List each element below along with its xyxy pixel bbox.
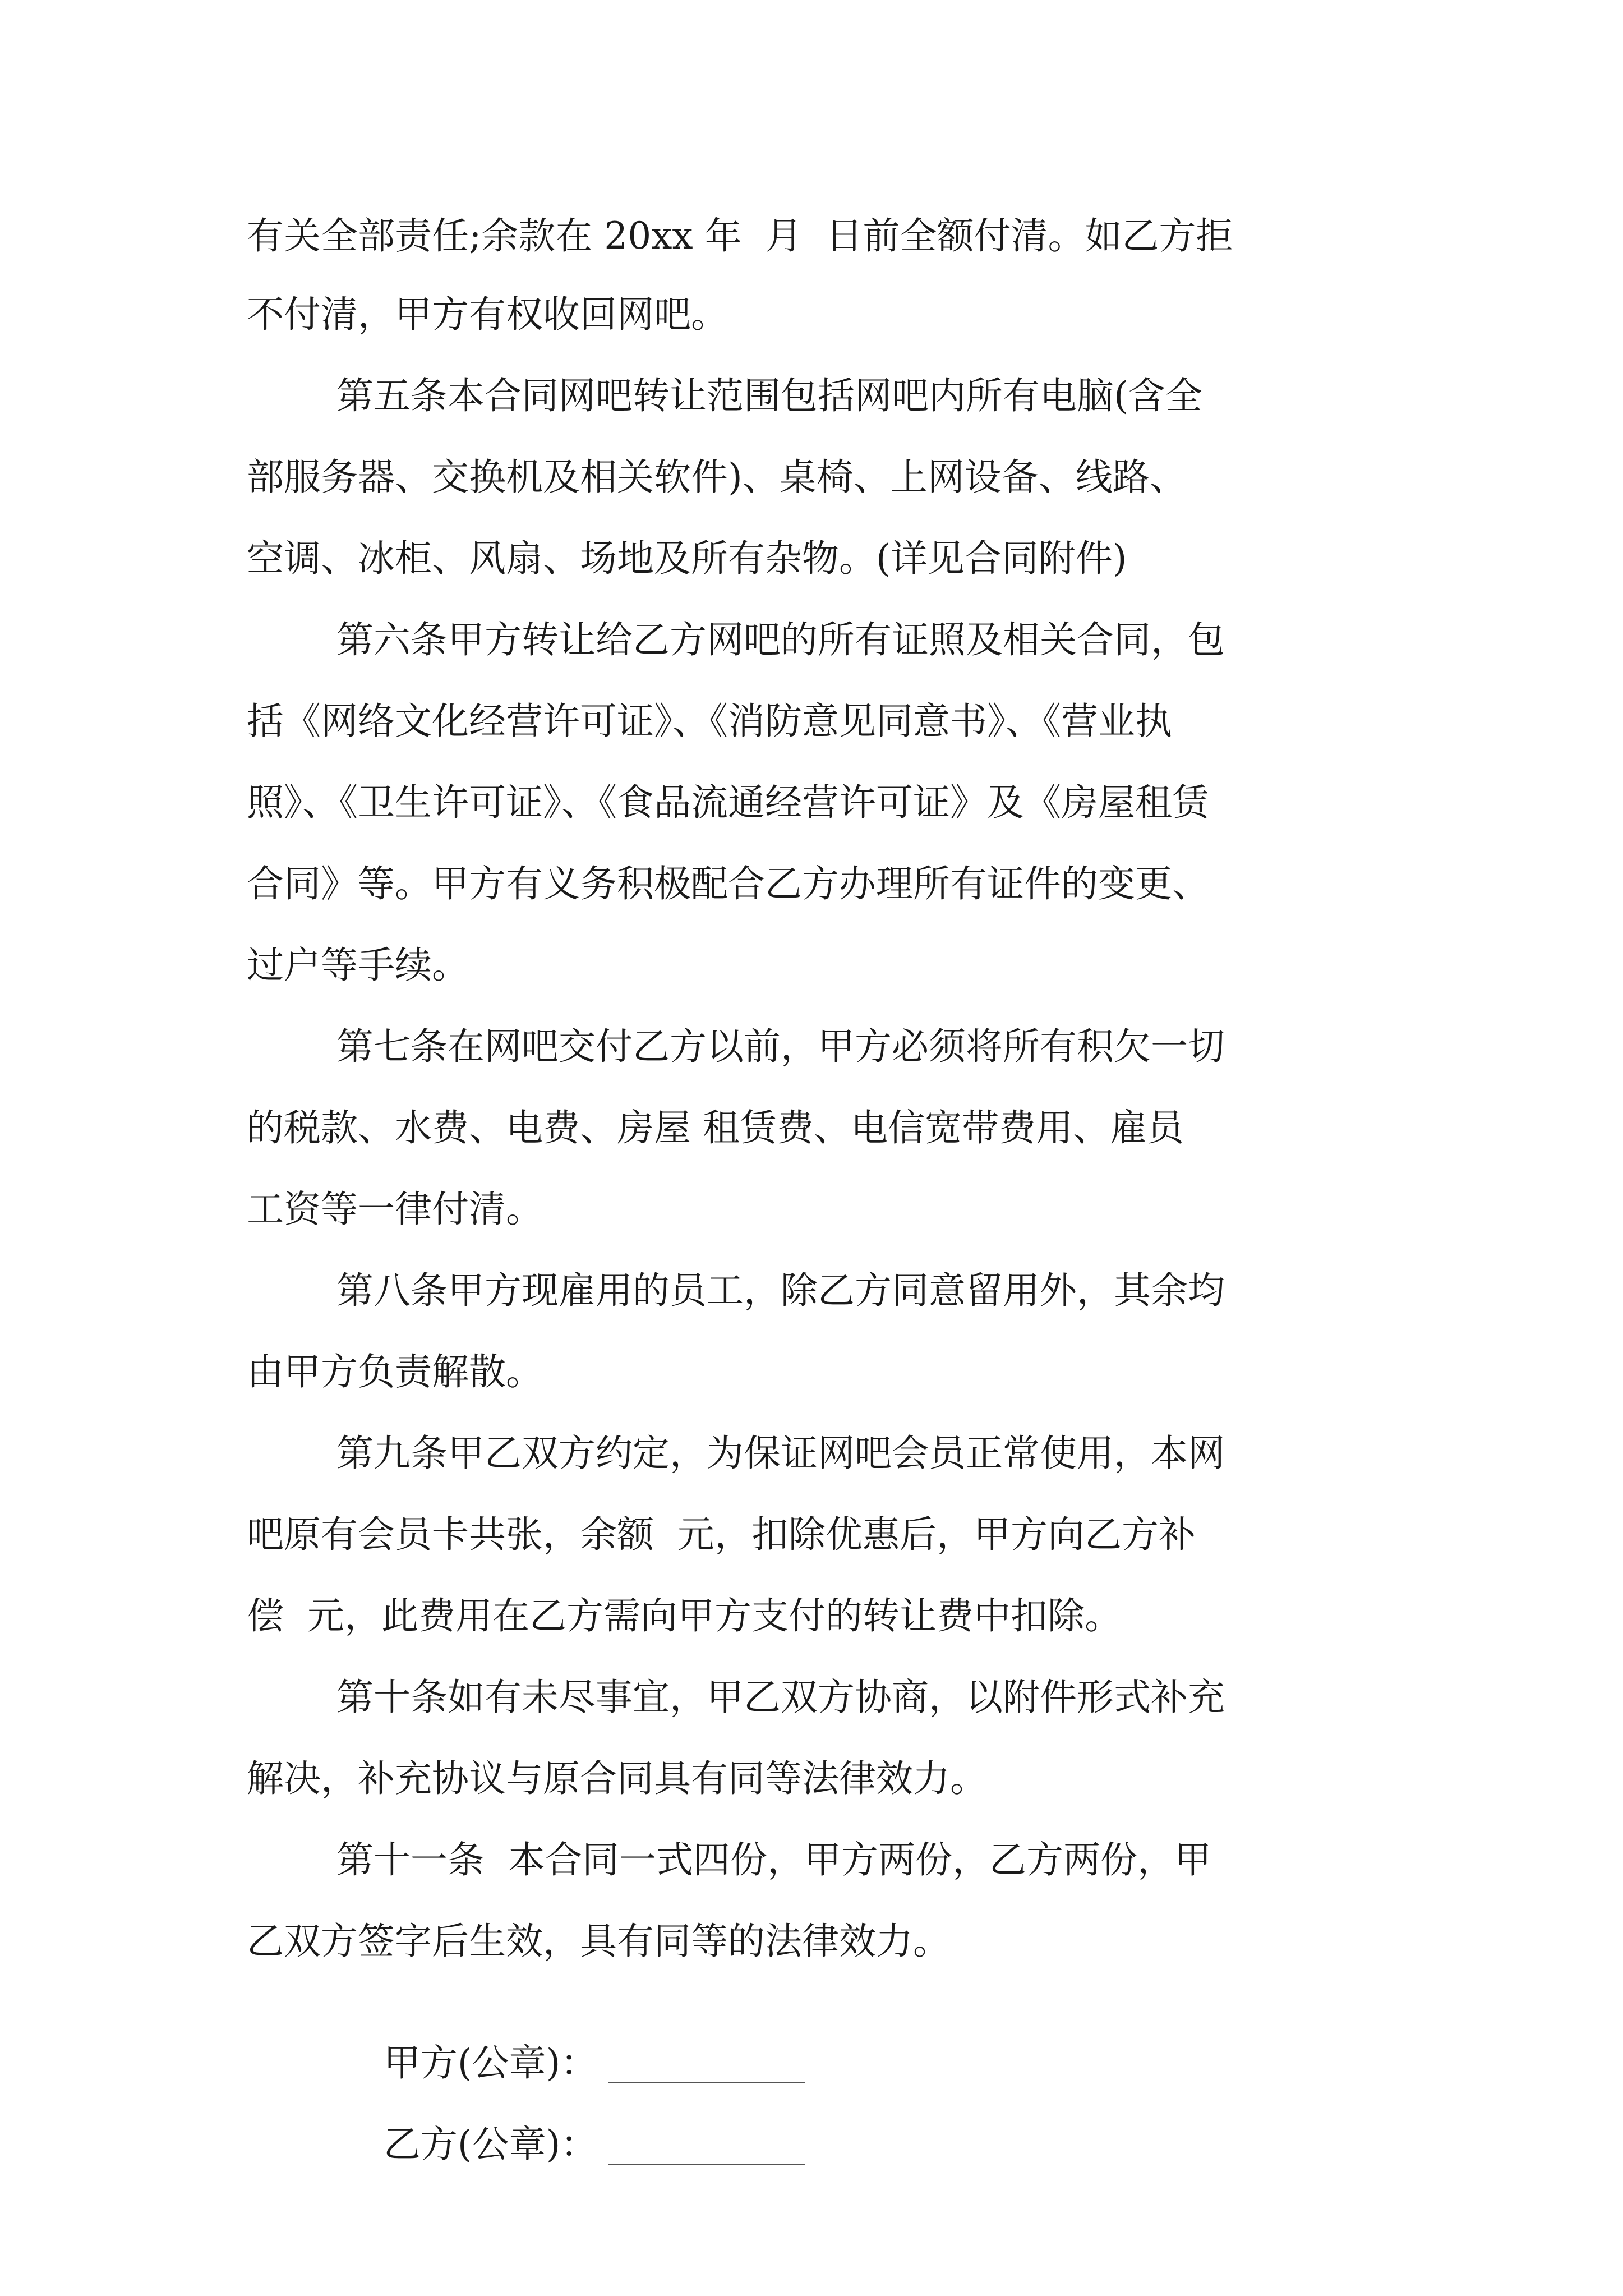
text-line: 吧原有会员卡共张，余额 元，扣除优惠后，甲方向乙方补 (247, 1513, 1196, 1556)
text-line: 部服务器、交换机及相关软件)、桌椅、上网设备、线路、 (247, 455, 1187, 499)
party-a-signature (247, 2003, 805, 2085)
text-line: 不付清，甲方有权收回网吧。 (247, 293, 728, 336)
article-9-line: 第九条甲乙双方约定，为保证网吧会员正常使用，本网 (336, 1432, 1225, 1475)
text-line: 乙双方签字后生效，具有同等的法律效力。 (247, 1920, 950, 1963)
article-10-line: 第十条如有未尽事宜，甲乙双方协商，以附件形式补充 (336, 1676, 1225, 1719)
text-line: 由甲方负责解散。 (247, 1350, 543, 1393)
article-8-line: 第八条甲方现雇用的员工，除乙方同意留用外，其余均 (336, 1269, 1225, 1312)
text-line: 的税款、水费、电费、房屋 租赁费、电信宽带费用、雇员 (247, 1106, 1184, 1149)
article-6-line: 第六条甲方转让给乙方网吧的所有证照及相关合同，包 (336, 618, 1225, 661)
text-line: 照》、《卫生许可证》、《食品流通经营许可证》及《房屋租赁 (247, 781, 1209, 824)
party-b-signature (247, 2084, 805, 2166)
text-line: 过户等手续。 (247, 944, 469, 987)
party-a-label: 甲方(公章)： (383, 2041, 598, 2085)
article-5-line: 第五条本合同网吧转让范围包括网吧内所有电脑(含全 (336, 374, 1202, 417)
article-7-line: 第七条在网吧交付乙方以前，甲方必须将所有积欠一切 (336, 1025, 1225, 1068)
party-a-signature-line (608, 2049, 805, 2083)
party-b-signature-line (608, 2130, 805, 2165)
text-line: 有关全部责任;余款在 20xx 年 月 日前全额付清。如乙方拒 (247, 214, 1233, 257)
text-line: 空调、冰柜、风扇、场地及所有杂物。(详见合同附件) (247, 537, 1127, 580)
text-line: 偿 元，此费用在乙方需向甲方支付的转让费中扣除。 (247, 1594, 1122, 1637)
party-b-label: 乙方(公章)： (383, 2123, 598, 2166)
text-line: 括《网络文化经营许可证》、《消防意见同意书》、《营业执 (247, 700, 1172, 743)
text-line: 工资等一律付清。 (247, 1188, 543, 1231)
text-line: 合同》等。甲方有义务积极配合乙方办理所有证件的变更、 (247, 862, 1209, 905)
article-11-line: 第十一条 本合同一式四份，甲方两份，乙方两份，甲 (336, 1838, 1211, 1881)
text-line: 解决，补充协议与原合同具有同等法律效力。 (247, 1757, 987, 1800)
